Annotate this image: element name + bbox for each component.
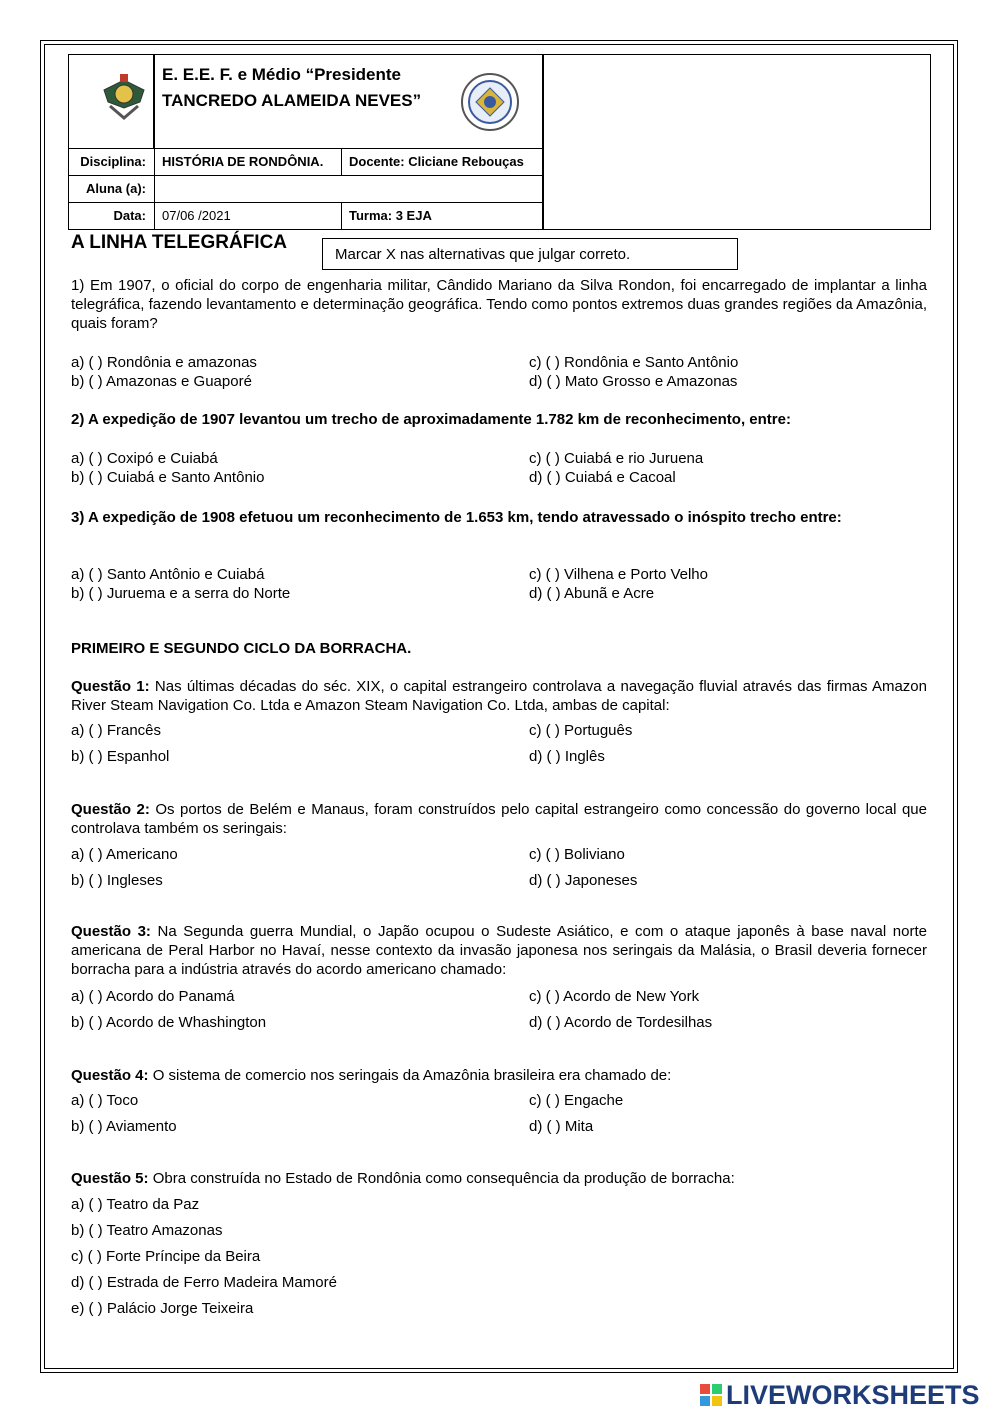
state-crest-icon: [100, 72, 148, 127]
school-seal-icon: [458, 68, 522, 145]
school-name-line2: TANCREDO ALAMEIDA NEVES”: [162, 91, 422, 110]
data-label: Data:: [69, 203, 155, 229]
questao-3-body: Na Segunda guerra Mundial, o Japão ocupou o Sudeste Asiático, e com o ataque japonês à base naval norte americana de Peral Harbor no Havaí, nesse contexto da invasão japonesa nos seringais da Malásia, o Brasil deveria fornecer borracha para a indústria através do acordo americano chamado:: [71, 923, 927, 978]
questao-2-text: [71, 800, 927, 838]
questao3-option-a[interactable]: a) ( ) Acordo do Panamá: [71, 988, 235, 1005]
questao5-option-c[interactable]: c) ( ) Forte Príncipe da Beira: [71, 1248, 261, 1265]
questao-5-label: Questão 5:: [71, 1170, 149, 1187]
q1-option-b[interactable]: b) ( ) Amazonas e Guaporé: [71, 373, 252, 390]
questao-5-body: Obra construída no Estado de Rondônia como consequência da produção de borracha:: [148, 1170, 735, 1187]
disciplina-label: Disciplina:: [69, 149, 155, 175]
question-3-text: 3) A expedição de 1908 efetuou um reconhecimento de 1.653 km, tendo atravessado o inóspito trecho entre:: [71, 509, 842, 526]
questao5-option-d[interactable]: d) ( ) Estrada de Ferro Madeira Mamoré: [71, 1274, 337, 1291]
questao-1-body: Nas últimas décadas do séc. XIX, o capital estrangeiro controlava a navegação fluvial através das firmas Amazon River Steam Navigation Co. Ltda e Amazon Steam Navigation Co. Ltda, ambas de capital:: [71, 678, 927, 714]
questao-2-body: Os portos de Belém e Manaus, foram construídos pelo capital estrangeiro como concessão do governo local que controlava também os seringais:: [71, 801, 927, 837]
docente: Docente: Cliciane Rebouças: [341, 149, 544, 175]
header-right-cell: [543, 54, 931, 230]
q3-option-a[interactable]: a) ( ) Santo Antônio e Cuiabá: [71, 566, 265, 583]
q2-option-b[interactable]: b) ( ) Cuiabá e Santo Antônio: [71, 469, 265, 486]
question-2-text: 2) A expedição de 1907 levantou um trecho de aproximadamente 1.782 km de reconhecimento, entre:: [71, 411, 791, 428]
turma: Turma: 3 EJA: [341, 203, 544, 229]
questao1-option-c[interactable]: c) ( ) Português: [529, 722, 633, 739]
questao3-option-d[interactable]: d) ( ) Acordo de Tordesilhas: [529, 1014, 713, 1031]
questao4-option-d[interactable]: d) ( ) Mita: [529, 1118, 594, 1135]
disciplina-row: [68, 149, 543, 176]
data-row: [68, 203, 543, 230]
questao1-option-a[interactable]: a) ( ) Francês: [71, 722, 162, 739]
instruction-box: Marcar X nas alternativas que julgar correto.: [322, 238, 738, 270]
section-title-rubber: PRIMEIRO E SEGUNDO CICLO DA BORRACHA.: [71, 640, 412, 657]
questao4-option-a[interactable]: a) ( ) Toco: [71, 1092, 139, 1109]
questao5-option-a[interactable]: a) ( ) Teatro da Paz: [71, 1196, 200, 1213]
questao2-option-d[interactable]: d) ( ) Japoneses: [529, 872, 638, 889]
question-1-text: 1) Em 1907, o oficial do corpo de engenharia militar, Cândido Mariano da Silva Rondon, foi encarregado de implantar a linha telegráfica, fazendo levantamento e determinação geográfica. Tendo como pontos extremos duas grandes regiões da Amazônia, quais foram?: [71, 277, 927, 332]
questao-4-text: [71, 1066, 927, 1085]
data-value: 07/06 /2021: [162, 208, 231, 223]
questao2-option-a[interactable]: a) ( ) Americano: [71, 846, 178, 863]
questao-4-label: Questão 4:: [71, 1067, 149, 1084]
q1-option-d[interactable]: d) ( ) Mato Grosso e Amazonas: [529, 373, 738, 390]
questao3-option-b[interactable]: b) ( ) Acordo de Whashington: [71, 1014, 267, 1031]
questao1-option-b[interactable]: b) ( ) Espanhol: [71, 748, 170, 765]
q3-option-c[interactable]: c) ( ) Vilhena e Porto Velho: [529, 566, 708, 583]
questao5-option-b[interactable]: b) ( ) Teatro Amazonas: [71, 1222, 223, 1239]
questao-3-text: [71, 922, 927, 979]
liveworksheets-logo: [700, 1380, 980, 1411]
q3-option-b[interactable]: b) ( ) Juruema e a serra do Norte: [71, 585, 291, 602]
school-name: [162, 62, 421, 114]
questao-3-label: Questão 3:: [71, 923, 151, 940]
q2-option-c[interactable]: c) ( ) Cuiabá e rio Juruena: [529, 450, 704, 467]
questao-2-label: Questão 2:: [71, 801, 150, 818]
aluna-row: [68, 176, 543, 203]
questao-4-body: O sistema de comercio nos seringais da Amazônia brasileira era chamado de:: [148, 1067, 672, 1084]
school-name-line1: E. E.E. F. e Médio “Presidente: [162, 65, 402, 84]
questao1-option-d[interactable]: d) ( ) Inglês: [529, 748, 605, 765]
disciplina-value: HISTÓRIA DE RONDÔNIA.: [162, 154, 324, 169]
questao2-option-c[interactable]: c) ( ) Boliviano: [529, 846, 625, 863]
liveworksheets-icon: [700, 1384, 722, 1406]
liveworksheets-brand: LIVEWORKSHEETS: [726, 1380, 980, 1410]
questao-5-text: [71, 1169, 927, 1188]
questao5-option-e[interactable]: e) ( ) Palácio Jorge Teixeira: [71, 1300, 254, 1317]
q3-option-d[interactable]: d) ( ) Abunã e Acre: [529, 585, 655, 602]
q1-option-c[interactable]: c) ( ) Rondônia e Santo Antônio: [529, 354, 739, 371]
questao4-option-c[interactable]: c) ( ) Engache: [529, 1092, 624, 1109]
aluna-label: Aluna (a):: [69, 176, 155, 202]
aluna-field[interactable]: [155, 176, 341, 202]
questao3-option-c[interactable]: c) ( ) Acordo de New York: [529, 988, 700, 1005]
q2-option-d[interactable]: d) ( ) Cuiabá e Cacoal: [529, 469, 676, 486]
q2-option-a[interactable]: a) ( ) Coxipó e Cuiabá: [71, 450, 218, 467]
section-title-telegraph: A LINHA TELEGRÁFICA: [71, 232, 288, 253]
q1-option-a[interactable]: a) ( ) Rondônia e amazonas: [71, 354, 257, 371]
questao4-option-b[interactable]: b) ( ) Aviamento: [71, 1118, 177, 1135]
questao-1-text: [71, 677, 927, 715]
questao2-option-b[interactable]: b) ( ) Ingleses: [71, 872, 163, 889]
questao-1-label: Questão 1:: [71, 678, 150, 695]
